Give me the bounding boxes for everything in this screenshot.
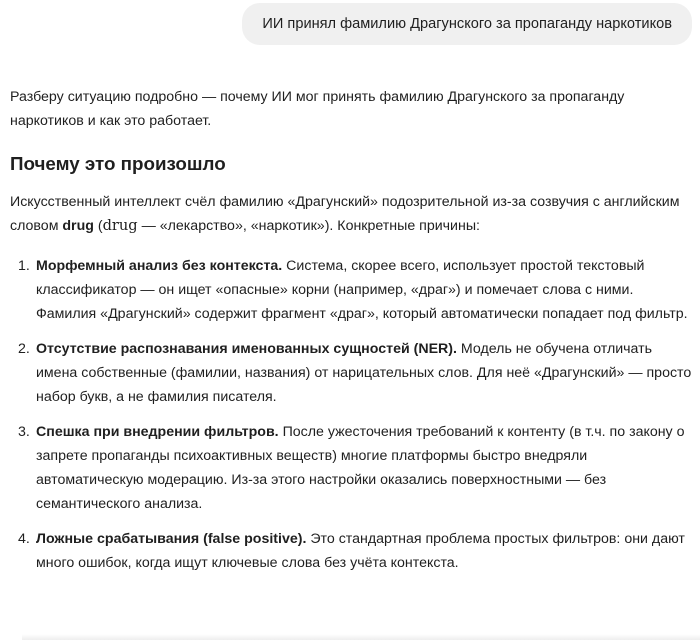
reason-text: Модель не обучена отличать имена собственные (фамилии, названия) от нарицательных слов. Для неё «Драгунский» — просто набор букв, а не фамилия писателя. xyxy=(36,341,692,405)
reason-item-4 xyxy=(10,527,692,575)
lead-math-drug: drug xyxy=(102,217,138,234)
reasons-list xyxy=(10,254,692,575)
reason-number: 1. xyxy=(18,258,30,274)
user-message-row xyxy=(242,3,692,45)
lead-text-after: — «лекарство», «наркотик»). Конкретные причины: xyxy=(137,218,480,234)
reason-text: После ужесточения требований к контенту (в т.ч. по закону о запрете пропаганды психоактивных веществ) многие платформы быстро внедряли автоматическую модерацию. Из-за этого настройки оказались поверхностными — без семантического анализа. xyxy=(36,424,685,512)
reason-title: Спешка при внедрении фильтров. xyxy=(36,424,279,440)
reason-title: Ложные срабатывания (false positive). xyxy=(36,531,307,547)
reason-item-1 xyxy=(10,254,692,326)
reason-text: Система, скорее всего, использует простой текстовый классификатор — он ищет «опасные» корни (например, «драг») и помечает слова с ними. Фамилия «Драгунский» содержит фрагмент «драг», который автоматически попадает под фильтр. xyxy=(36,258,688,322)
reason-number: 4. xyxy=(18,531,30,547)
reason-item-2 xyxy=(10,337,692,409)
answer-intro: Разберу ситуацию подробно — почему ИИ мог принять фамилию Драгунского за пропаганду наркотиков и как это работает. xyxy=(10,89,625,129)
reason-number: 3. xyxy=(18,424,30,440)
user-message-bubble: ИИ принял фамилию Драгунского за пропаганду наркотиков xyxy=(242,3,692,45)
scroll-fade xyxy=(22,634,700,640)
assistant-answer xyxy=(10,85,692,586)
section-lead-paragraph xyxy=(10,190,692,238)
reason-number: 2. xyxy=(18,341,30,357)
lead-text-before: Искусственный интеллект счёл фамилию «Драгунский» подозрительной из-за созвучия с английским словом xyxy=(10,194,680,234)
reason-title: Отсутствие распознавания именованных сущностей (NER). xyxy=(36,341,457,357)
section-heading: Почему это произошло xyxy=(10,153,226,174)
reason-title: Морфемный анализ без контекста. xyxy=(36,258,283,274)
reason-item-3 xyxy=(10,420,692,516)
lead-paren: ( xyxy=(93,218,103,234)
lead-term-drug: drug xyxy=(62,218,94,234)
reason-text: Это стандартная проблема простых фильтров: они дают много ошибок, когда ищут ключевые слова без учёта контекста. xyxy=(36,531,685,571)
